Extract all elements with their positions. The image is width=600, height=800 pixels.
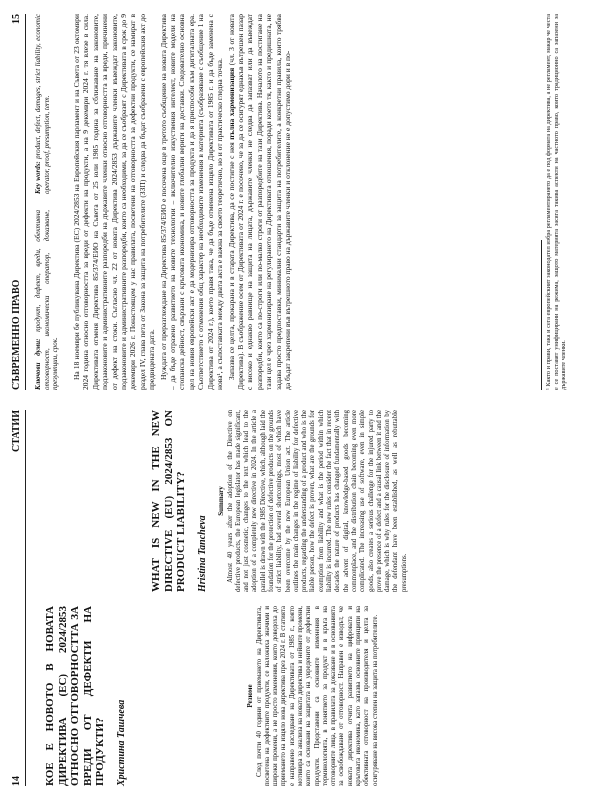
section-label-left: СТАТИИ [11, 410, 22, 452]
footnote-rule [541, 240, 542, 390]
left-column-en [150, 410, 409, 592]
body-paragraph: На 18 ноември бе публикувана Директива (ЕС) 2024/2853 на Европейския парламент и на Съвета от 23 октомври 2024 година относно отговорността за вреди от дефекти на продукти, а на 9 декември 2024 г. тя влезе в сила. Директивата отменя Директива 85/374/ЕИО на Съвета от 25 юли 1985 година за сближаване на законовите, подзаконовите и административните разпоредби на държавите членки относно отговорността за вреди, причинени от дефект на стоки. Съгласно чл. 22 от новата Директива 2024/2853 държавите членки въвеждат законовите, подзаконовите и административните разпоредби, които са необходими, за да се съобразят с Директивата в срок до 9 декември 2026 г. Понастоящем у нас правилата, посветени на отговорността за дефектни продукти, се намират в раздел IV, глава пета от Закона за защита на потребителите (ЗЗП) и следва да бъдат съобразени с европейския акт до предвидената дата. [72, 14, 157, 390]
running-head-right [10, 14, 26, 390]
keywords-en [34, 14, 51, 194]
section-label-right: СЪВРЕМЕННО ПРАВО [11, 279, 22, 390]
keywords-en-label: Key words: [34, 161, 42, 194]
summary-text: Almost 40 years after the adoption of the Directive on defective products, the European legislator has made significant, and not just cosmetic, changes to the text which lead to the adoption of a completely new directive in 2024. In the article a parallel is drawn with the 1985 Directive, which, although laid the foundation for the protection of defective products on the grounds of strict liability, had several shortcomings, most of which have been overcome by the new European Union act. The article outlines the main changes in the regime of liability for defective products, regarding the understanding of a product and who is the liable person, how the defect is proven, what are the grounds for exemption from liability and what is the period within which liability is incurred. The new rules consider the fact that in recent decades the nature of products has changed fundamentally with the advent of digital, knowledge-based goods becoming commonplace, and the distribution chain becoming even more complicated. The increasing use of software, even in simple goods, also creates a serious challenge for the injured party to prove the presence of a defect and a causal link between it and the damage, which is why rules for the disclosure of information by the defendant have been established, as well as rebuttable presumptions. [226, 410, 408, 592]
body-paragraph: Нуждата от преразглеждане на Директива 85/374/ЕИО е посочена още в третото съобщение на новата Директива – да бъде отразено развитието на новите технологии – включително изкуствения интелект, новите модели на стопанска дейност, свързани с кръговата икономика, и новите глобални вериги на доставки. Следователно основна цел на новия европейски акт е да модернизира отговорността за продукта и да я приспособи към дигиталната ера. Съответствието с отменения общ характер на необходимите изменения в материята (съобразяване с съобщение 1 на Директива от 2024 г.), което правя така, че да бъде отменена изцяло Директивата от 1985 г. и да бъде заменена с нова¹, а съпоставката между двата акта е важна за своето теоретично, но и от практическо гледна точка. [158, 14, 225, 390]
keywords-bg-text: продукт, дефект, вреди, обективна отговорност, икономически оператор, доказване, презумпции, срок. [34, 209, 60, 390]
keywords-en-text: product, defect, damages, strict liability, economic operator, proof, presumption, term. [34, 14, 51, 194]
article-title-en: WHAT IS NEW IN THE NEW DIRECTIVE (EU) 2024/2853 ON PRODUCT LIABILITY? [150, 410, 187, 592]
bold-phrase: пълна хармонизация [226, 67, 236, 140]
right-page [10, 14, 590, 390]
resume-label: Резюме [245, 684, 254, 708]
body-paragraph: Запазва се целта, прокарана и в старата Директива, да се постигне с нея пълна хармонизация (чл. 3 от новата Директива). В съображение осем от Директивата от 2024 г. е посочено, че за да се осигурят еднакъв вътрешен пазар с високо и еднакво равнище на защита на лицата, държавите членки не следва да запазват или да въвеждат разпоредби, които са по-строги или по-малко строги от разпоредбите на тази Директива. Началото на постигане на тази цел е чрез хармонизиране на регулирането на Директивата отношения, поради което тя, както и предишната, не задава просто предпоставки, минимални стандарти за защита на потребителите, а конкретни правила, които трябва да бъдат закрепени във вътрешното право на държавите членки и отклонение не е допустимо дори и в по- [226, 14, 292, 390]
left-column-bg [44, 606, 380, 786]
resume-text: След почти 40 години от приемането на Директивата, посветена на дефектните продукти, се наложиха значими и широки промени, а не просто изменения, които доведоха до приемането на изцяло нова директива през 2024 г. В статията е направено изследване на Директивата от 1985 г., която мотивира за анализа на новата директива и нейните промени, които са основани на защитата на увредените от дефектни продукти. Представени са основните изменения в терминологията, в понятието за продукт и в кръга на отговорните лица, в правилата за доказване и в основанията за освобождаване от отговорност. Направен е изводът, че новата директива отчита развитието на цифровата и кръговата икономика, като запазва основните принципи на обективната отговорност на производителя и целта за осигуряване на висока степен на защита на потребителите. [255, 606, 379, 786]
keywords-bg-label: Ключови думи: [34, 338, 42, 390]
keywords-bg [34, 210, 60, 390]
running-head-left [10, 410, 26, 786]
footnote: ¹ Както и прави, така и сега европейският законодател избра регламентирането да е под формата на директива, а не регламент, макар че честа е се поставят унифицирани на режима, защото материята засяга такива аспекти на частното право, които традиционно са запазени за държавите членки. [545, 14, 568, 390]
page-number-left: 14 [11, 776, 22, 786]
article-title-bg: КОЕ Е НОВОТО В НОВАТА ДИРЕКТИВА (ЕС) 2024/2853 ОТНОСНО ОТГОВОРНОСТТА ЗА ВРЕДИ ОТ ДЕФЕКТИ НА ПРОДУКТИ? [44, 606, 106, 786]
author-en: Hristina Tancheva [196, 515, 208, 592]
summary-label: Summary [216, 486, 225, 516]
author-bg: Христина Ташчева [115, 699, 127, 786]
page-number-right: 15 [11, 14, 22, 24]
body-text [72, 14, 294, 390]
left-page [10, 410, 590, 786]
